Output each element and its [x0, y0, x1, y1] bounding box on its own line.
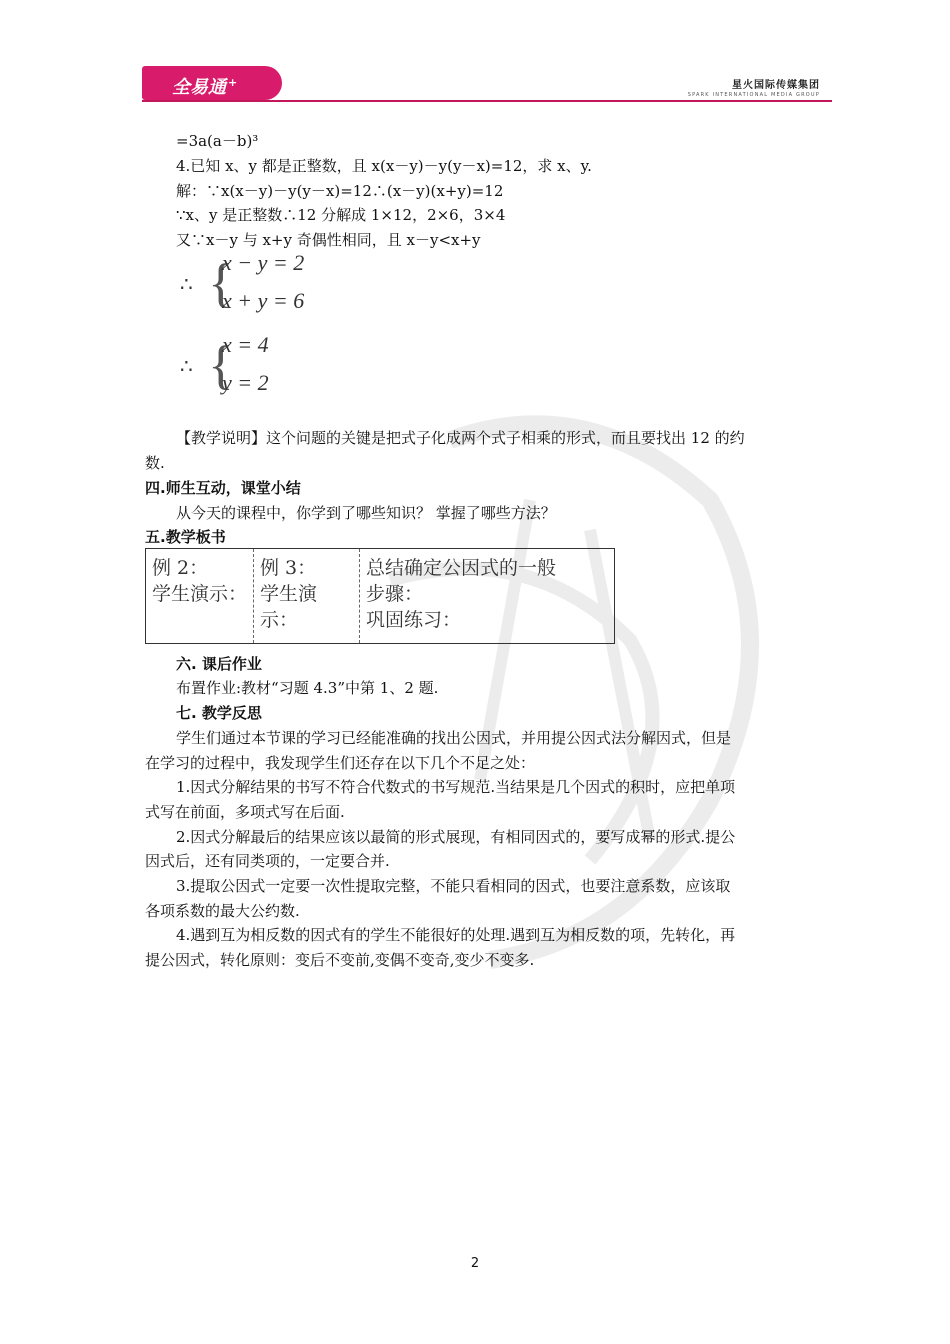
- page-number: 2: [470, 1256, 480, 1271]
- equation-2: x + y = 6: [222, 288, 305, 313]
- section-6-text: 布置作业:教材“习题 4.3”中第 1、2 题.: [176, 679, 439, 697]
- equation-2: y = 2: [222, 370, 269, 395]
- section-5-title: 五.教学板书: [145, 528, 226, 546]
- board-student-demo: 学生演示：: [260, 583, 318, 631]
- board-column-1: [146, 549, 254, 643]
- logo-star: +: [228, 76, 238, 89]
- result-line: =3a(a－b)³: [176, 132, 259, 150]
- board-example-3: 例 3：: [260, 557, 317, 579]
- reflection-point-2-cont: 因式后，还有同类项的，一定要合并.: [145, 852, 390, 870]
- header-divider: [142, 100, 832, 102]
- section-4-text: 从今天的课程中，你学到了哪些知识？ 掌握了哪些方法？: [176, 504, 556, 522]
- page-header: [142, 66, 832, 102]
- logo-text: 全易通: [172, 77, 226, 98]
- publisher-name-en: SPARK INTERNATIONAL MEDIA GROUP: [687, 92, 820, 98]
- equation-1: x = 4: [222, 332, 269, 357]
- publisher-brand: [688, 76, 820, 98]
- solution-step-3: 又∵x－y 与 x+y 奇偶性相同，且 x－y<x+y: [176, 231, 481, 249]
- equation-system-2: [180, 332, 380, 402]
- board-student-demo: 学生演示：: [152, 583, 248, 605]
- problem-4-statement: 4.已知 x、y 都是正整数，且 x(x－y)－y(y－x)=12，求 x、y.: [176, 157, 592, 175]
- teaching-note-line-2: 数.: [145, 454, 165, 472]
- reflection-point-1-cont: 式写在前面，多项式写在后面.: [145, 803, 345, 821]
- left-brace: {: [208, 253, 234, 313]
- brand-logo: [142, 66, 282, 100]
- board-steps: 步骤：: [366, 583, 424, 605]
- solution-step-2: ∵x、y 是正整数∴12 分解成 1×12，2×6，3×4: [176, 206, 506, 224]
- publisher-name-cn: 星火国际传媒集团: [732, 80, 820, 91]
- equation-1: x − y = 2: [222, 250, 305, 275]
- reflection-point-4: 4.遇到互为相反数的因式有的学生不能很好的处理.遇到互为相反数的项，先转化，再: [176, 926, 736, 944]
- board-column-2: [254, 549, 360, 643]
- equation-system-1: [180, 250, 380, 320]
- therefore-symbol: ∴: [180, 356, 193, 378]
- section-6-title: 六. 课后作业: [176, 655, 262, 673]
- board-summary: 总结确定公因式的一般: [366, 557, 557, 579]
- board-example-2: 例 2：: [152, 557, 209, 579]
- board-column-3: [360, 549, 614, 643]
- reflection-point-1: 1.因式分解结果的书写不符合代数式的书写规范.当结果是几个因式的积时，应把单项: [176, 778, 736, 796]
- reflection-paragraph-line: 学生们通过本节课的学习已经能准确的找出公因式，并用提公因式法分解因式，但是: [176, 729, 732, 747]
- therefore-symbol: ∴: [180, 274, 193, 296]
- reflection-point-4-cont: 提公因式，转化原则：变后不变前,变偶不变奇,变少不变多.: [145, 951, 535, 969]
- reflection-point-2: 2.因式分解最后的结果应该以最简的形式展现，有相同因式的，要写成幂的形式.提公: [176, 828, 736, 846]
- left-brace: {: [208, 335, 234, 395]
- section-7-title: 七. 教学反思: [176, 704, 262, 722]
- reflection-point-3-cont: 各项系数的最大公约数.: [145, 902, 300, 920]
- teaching-note-line-1: 【教学说明】这个问题的关键是把式子化成两个式子相乘的形式，而且要找出 12 的约: [176, 429, 745, 447]
- reflection-paragraph-line: 在学习的过程中，我发现学生们还存在以下几个不足之处：: [145, 754, 536, 772]
- blackboard-table: [145, 548, 615, 644]
- section-4-title: 四.师生互动，课堂小结: [145, 479, 301, 497]
- board-practice: 巩固练习：: [366, 609, 462, 631]
- solution-step-1: 解：∵x(x－y)－y(y－x)=12∴(x－y)(x+y)=12: [176, 182, 504, 200]
- reflection-point-3: 3.提取公因式一定要一次性提取完整，不能只看相同的因式，也要注意系数，应该取: [176, 877, 731, 895]
